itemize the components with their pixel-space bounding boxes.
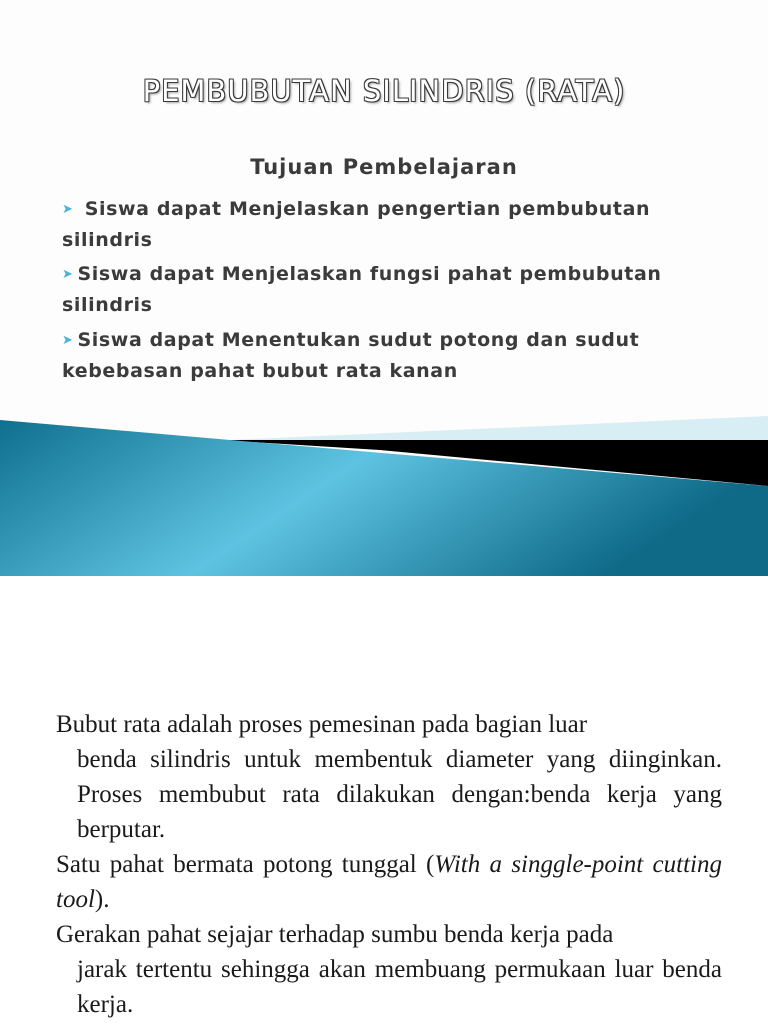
paragraph-first-line: Gerakan pahat sejajar terhadap sumbu benda kerja pada (56, 921, 614, 948)
objective-item (62, 325, 702, 387)
arrow-bullet-icon: ➤ (62, 267, 74, 282)
slide-2 (0, 576, 768, 1024)
objective-item (62, 259, 702, 321)
objective-text: Siswa dapat Menentukan sudut potong dan sudut kebebasan pahat bubut rata kanan (62, 329, 640, 382)
decorative-band (0, 400, 768, 576)
paragraph-continuation: benda silindris untuk membentuk diameter yang diinginkan. Proses membubut rata dilakukan dengan:benda kerja yang berputar. (77, 746, 722, 843)
paragraph-first-line: Satu pahat bermata potong tunggal ( (56, 851, 435, 878)
arrow-bullet-icon: ➤ (62, 333, 74, 348)
objective-text: Siswa dapat Menjelaskan pengertian pembubutan silindris (62, 198, 651, 251)
paragraph-first-line: Bubut rata adalah proses pemesinan pada bagian luar (56, 711, 588, 738)
paragraph-italic: With a singgle-point cutting tool (56, 851, 722, 913)
slide-subtitle: Tujuan Pembelajaran (250, 155, 518, 179)
paragraph (56, 707, 722, 847)
objective-item (62, 194, 702, 256)
objective-text: Siswa dapat Menjelaskan fungsi pahat pembubutan silindris (62, 263, 662, 316)
paragraph-end: ). (94, 886, 110, 913)
slide-title: PEMBUBUTAN SILINDRIS (RATA) (142, 74, 626, 108)
paragraph (56, 917, 722, 1022)
arrow-bullet-icon: ➤ (62, 202, 74, 217)
paragraph-continuation: jarak tertentu sehingga akan membuang permukaan luar benda kerja. (77, 956, 722, 1018)
paragraph (56, 847, 722, 917)
